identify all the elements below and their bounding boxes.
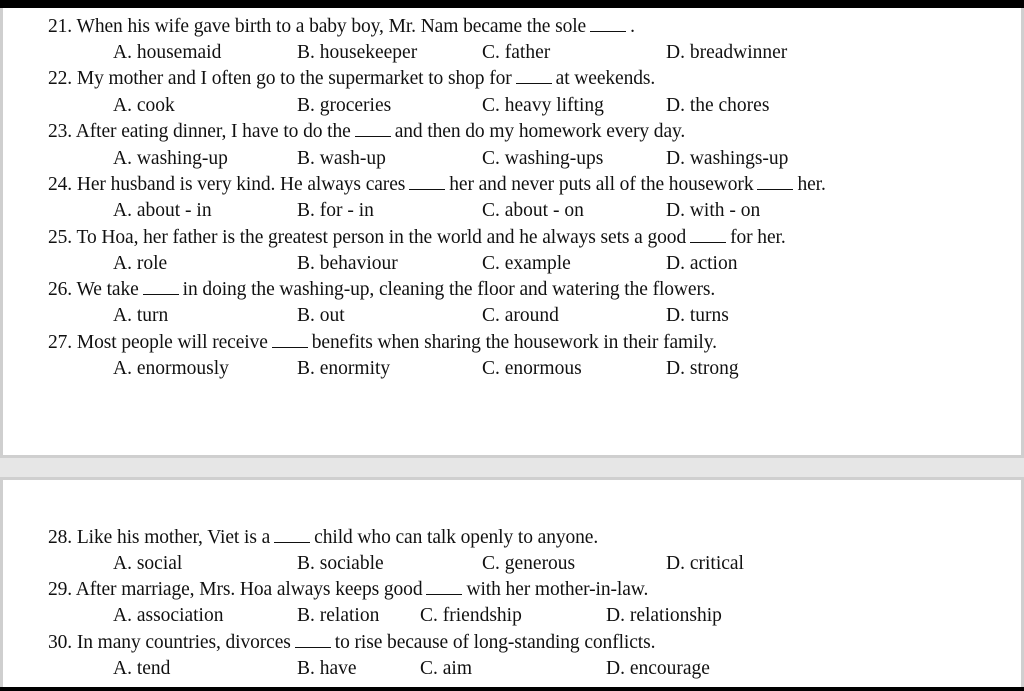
option-a: A. association: [113, 605, 224, 626]
question-23: [48, 119, 685, 145]
option-c: C. example: [482, 253, 571, 274]
question-number: 25.: [48, 227, 73, 248]
option-a: A. about - in: [113, 200, 212, 221]
question-text: benefits when sharing the housework in their family.: [311, 332, 717, 353]
answer-blank: [516, 66, 552, 84]
question-text: her and never puts all of the housework: [449, 174, 754, 195]
question-number: 24.: [48, 174, 73, 195]
question-text: After marriage, Mrs. Hoa always keeps good: [75, 579, 423, 600]
option-c: C. friendship: [420, 605, 522, 626]
option-d: D. encourage: [606, 658, 710, 679]
question-25: [48, 225, 786, 251]
question-27: [48, 330, 717, 356]
question-text: child who can talk openly to anyone.: [314, 527, 599, 548]
option-c: C. aim: [420, 658, 472, 679]
option-d: D. with - on: [666, 200, 761, 221]
answer-blank: [426, 577, 462, 595]
question-26: [48, 277, 715, 303]
question-text: Most people will receive: [76, 332, 268, 353]
question-text: to rise because of long-standing conflicts.: [334, 632, 656, 653]
question-text: with her mother-in-law.: [466, 579, 649, 600]
question-number: 28.: [48, 527, 73, 548]
option-a: A. housemaid: [113, 42, 222, 63]
option-d: D. action: [666, 253, 738, 274]
question-number: 30.: [48, 632, 73, 653]
option-d: D. turns: [666, 305, 729, 326]
top-bar: [0, 0, 1024, 8]
question-text: .: [630, 16, 635, 37]
question-22: [48, 66, 655, 92]
answer-blank: [409, 172, 445, 190]
option-c: C. heavy lifting: [482, 95, 604, 116]
question-text: When his wife gave birth to a baby boy, Mr. Nam became the sole: [76, 16, 587, 37]
option-c: C. father: [482, 42, 551, 63]
option-b: B. wash-up: [297, 148, 386, 169]
question-number: 29.: [48, 579, 73, 600]
answer-blank: [274, 525, 310, 543]
option-c: C. around: [482, 305, 559, 326]
option-c: C. about - on: [482, 200, 584, 221]
answer-blank: [590, 14, 626, 32]
question-28: [48, 525, 598, 551]
bottom-bar: [0, 687, 1024, 691]
question-number: 23.: [48, 121, 73, 142]
question-text: her.: [797, 174, 826, 195]
option-a: A. washing-up: [113, 148, 228, 169]
question-text: Like his mother, Viet is a: [76, 527, 271, 548]
option-a: A. cook: [113, 95, 175, 116]
option-d: D. breadwinner: [666, 42, 788, 63]
question-29: [48, 577, 648, 603]
option-d: D. the chores: [666, 95, 770, 116]
answer-blank: [295, 630, 331, 648]
answer-blank: [757, 172, 793, 190]
option-d: D. critical: [666, 553, 744, 574]
question-number: 26.: [48, 279, 73, 300]
option-a: A. enormously: [113, 358, 229, 379]
option-b: B. have: [297, 658, 357, 679]
option-b: B. behaviour: [297, 253, 398, 274]
option-a: A. social: [113, 553, 183, 574]
question-text: After eating dinner, I have to do the: [75, 121, 351, 142]
option-d: D. strong: [666, 358, 739, 379]
question-text: To Hoa, her father is the greatest person in the world and he always sets a good: [76, 227, 687, 248]
option-b: B. enormity: [297, 358, 391, 379]
answer-blank: [272, 330, 308, 348]
option-d: D. washings-up: [666, 148, 789, 169]
question-text: My mother and I often go to the supermarket to shop for: [76, 68, 512, 89]
question-number: 22.: [48, 68, 73, 89]
question-21: [48, 14, 635, 40]
option-a: A. tend: [113, 658, 171, 679]
option-b: B. sociable: [297, 553, 384, 574]
option-c: C. enormous: [482, 358, 582, 379]
option-b: B. groceries: [297, 95, 392, 116]
option-b: B. relation: [297, 605, 380, 626]
answer-blank: [143, 277, 179, 295]
question-text: We take: [76, 279, 139, 300]
question-24: [48, 172, 826, 198]
question-number: 21.: [48, 16, 73, 37]
option-a: A. turn: [113, 305, 169, 326]
question-text: Her husband is very kind. He always cares: [76, 174, 406, 195]
option-d: D. relationship: [606, 605, 722, 626]
question-30: [48, 630, 655, 656]
option-b: B. for - in: [297, 200, 374, 221]
question-text: In many countries, divorces: [76, 632, 291, 653]
option-a: A. role: [113, 253, 168, 274]
option-b: B. out: [297, 305, 345, 326]
question-text: in doing the washing-up, cleaning the floor and watering the flowers.: [182, 279, 716, 300]
answer-blank: [690, 225, 726, 243]
option-c: C. washing-ups: [482, 148, 604, 169]
question-text: at weekends.: [555, 68, 656, 89]
question-text: for her.: [730, 227, 786, 248]
question-text: and then do my homework every day.: [394, 121, 686, 142]
option-c: C. generous: [482, 553, 576, 574]
answer-blank: [355, 119, 391, 137]
question-number: 27.: [48, 332, 73, 353]
option-b: B. housekeeper: [297, 42, 418, 63]
